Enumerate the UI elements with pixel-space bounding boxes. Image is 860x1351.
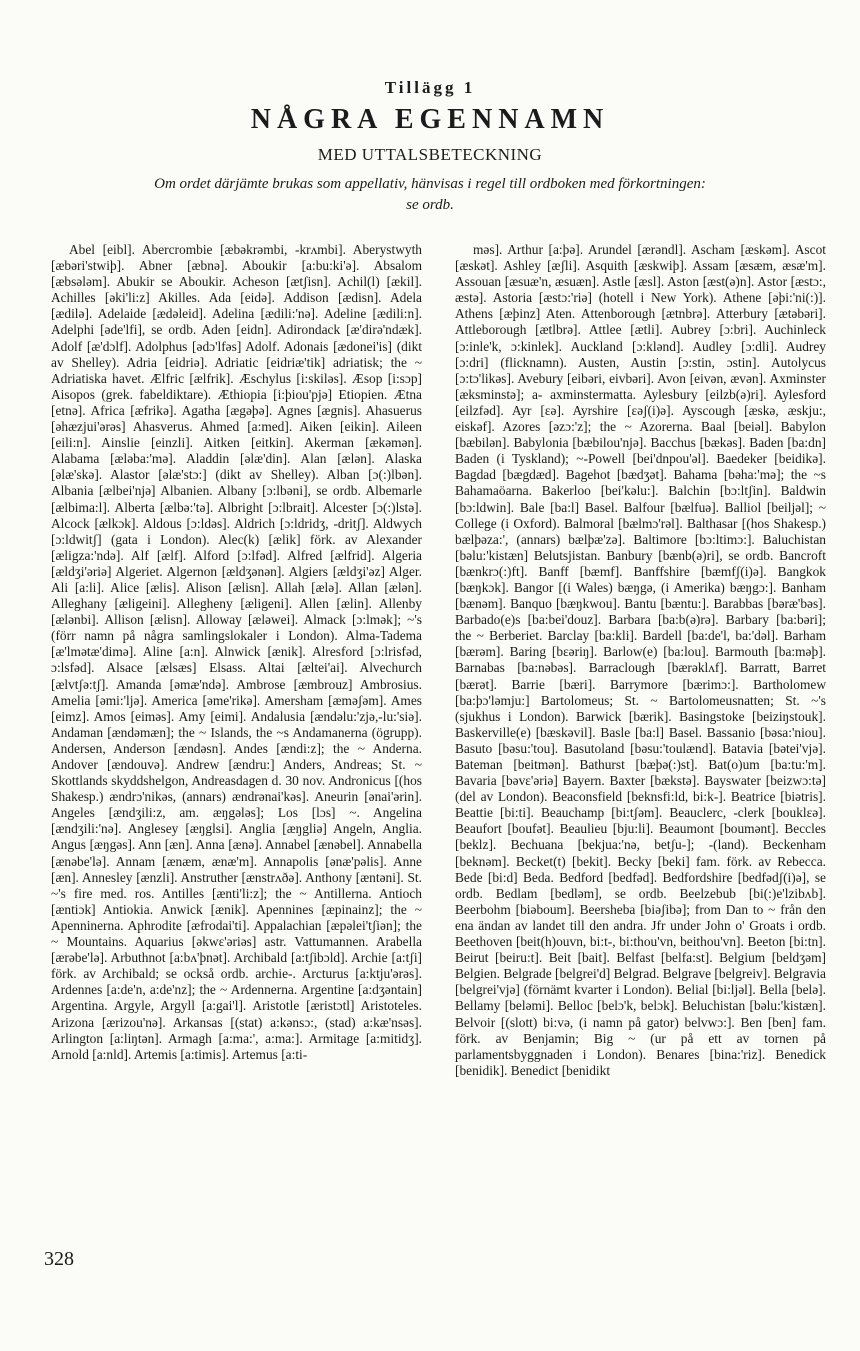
right-column-text: məs]. Arthur [a:þə]. Arundel [ærəndl]. Ascham [æskəm]. Ascot [æskət]. Ashley [æʃli]. Asquith [æskwiþ]. Assam [æsæm, æsæ'm]. Assouan [æsuæ'n, æsuæn]. Astle [æsl]. Aston [æst(ə)n]. Astor [æstɔ:, æstə]. Astoria [æstɔ:'riə] (hotell i New York). Athene [əþi:'ni(:)]. Athens [æþinz] Aten. Attenborough [ætnbrə]. Atterbury [ætəbəri]. Attleborough [ætlbrə]. Attlee [ætli]. Aubrey [ɔ:bri]. Auchinleck [ɔ:inle'k, ɔ:kinlek]. Auckland [ɔ:klənd]. Audley [ɔ:dli]. Audrey [ɔ:dri] (flicknamn). Austen, Austin [ɔ:stin, ɔstin]. Autolycus [ɔ:tɔ'likəs]. Avebury [eibəri, eivbəri]. Avon [eivən, ævən]. Axminster [æksminstə]; a- axminstermatta. Aylesbury [eilzb(ə)ri]. Aylesford [eilzfəd]. Ayr [ɛə]. Ayrshire [ɛəʃ(i)ə]. Ayscough [æskə, æskju:, eiskəf]. Azores [əzɔ:'z]; the ~ Azorerna. Baal [beiəl]. Babylon [bæbilən]. Babylonia [bæbilou'njə]. Bacchus [bækəs]. Baden [ba:dn] Baden (i Tyskland); ~-Powell [bei'dnpou'əl]. Baedeker [beidikə]. Bagdad [bægdæd]. Bagehot [bædʒət]. Bahama [bəha:'mə]; the ~s Bahamaöarna. Bakerloo [bei'kəlu:]. Balchin [bɔ:ltʃin]. Baldwin [bɔ:ldwin]. Bale [ba:l] Basel. Balfour [bælfuə]. Balliol [beiljəl]; ~ College (i Oxford). Balmoral [bælmɔ'rəl]. Balthasar [(hos Shakesp.) bælþəza:', (annars) bælþæ'zə]. Baltimore [bɔ:ltimɔ:]. Baluchistan [bəlu:'kistæn] Belutsjistan. Banbury [bænb(ə)ri], se ordb. Bancroft [bænkrɔ(:)ft]. Banff [bæmf]. Banffshire [bæmfʃ(i)ə]. Bangkok [bæŋkɔk]. Bangor [(i Wales) bæŋgə, (i Amerika) bæŋgɔ:]. Banham [bænəm]. Banquo [bæŋkwou]. Bantu [bæntu:]. Barabbas [bəræ'bəs]. Barbado(e)s [ba:bei'douz]. Barbara [ba:b(ə)rə]. Barbary [ba:bəri]; the ~ Berberiet. Barclay [ba:kli]. Bardell [ba:de'l, ba:'dəl]. Barham [bærəm]. Baring [bɛəriŋ]. Barlow(e) [ba:lou]. Barmouth [ba:məþ]. Barnabas [ba:nəbəs]. Barraclough [bærəklʌf]. Barratt, Barret [bærət]. Barrie [bæri]. Barrymore [bærimɔ:]. Bartholomew [ba:þɔ'ləmju:] Bartolomeus; St. ~ Bartolomeusnatten; St. ~'s (sjukhus i London). Barwick [bærik]. Basingstoke [beiziŋstouk]. Baskerville(e) [bæskəvil]. Basle [ba:l] Basel. Bassanio [bəsa:'niou]. Basuto [bəsu:'tou]. Basutoland [bəsu:'toulænd]. Batavia [bətei'vjə]. Bateman [beitmən]. Bathurst [bæþə(:)st]. Bat(o)um [ba:tu:'m]. Bavaria [bəvɛ'əriə] Bayern. Baxter [bækstə]. Bayswater [beizwɔ:tə] (del av London). Beaconsfield [beknsfi:ld, bi:k-]. Beatrice [biətris]. Beattie [bi:ti]. Beauchamp [bi:tʃəm]. Beauclerc, -clerk [bouklɛə]. Beaufort [boufət]. Beaulieu [bju:li]. Beaumont [boumənt]. Beccles [beklz]. Bechuana [bekjua:'nə, betʃu-]; -(land). Beckenham [beknəm]. Becket(t) [bekit]. Becky [beki] fam. förk. av Rebecca. Bede [bi:d] Beda. Bedford [bedfəd]. Bedfordshire [bedfədʃ(i)ə], se ordb. Bedlam [bedləm], se ordb. Beelzebub [bi(:)e'lzibʌb]. Beerbohm [biəboum]. Beersheba [biəʃibə]; from Dan to ~ från den ena ändan av landet till den andra. Jfr under John o' Groats i ordb. Beethoven [beit(h)ouvn, bi:t-, bi:thou'vn, beithou'vn]. Beeton [bi:tn]. Beirut [beiru:t]. Beit [bait]. Belfast [belfa:st]. Belgium [beldʒəm] Belgien. Belgrade [belgrei'd] Belgrad. Belgrave [belgreiv]. Belgravia [belgrei'vjə] (förnämt kvarter i London). Belial [bi:ljəl]. Bella [belə]. Bellamy [beləmi]. Belloc [belɔ'k, belɔk]. Beluchistan [bəlu:'kistæn]. Belvoir [(slott) bi:və, (i namn på gator) belvwɔ:]. Ben [ben] fam. förk. av Benjamin; Big ~ (ur på ett av tornen på parlamentsbyggnaden i London). Benares [bina:'riz]. Benedick [benidik]. Benedict [benidikt (455, 242, 826, 1078)
page-subtitle: MED UTTALSBETECKNING (317, 145, 543, 164)
appendix-label: Tillägg 1 (384, 78, 476, 97)
right-column (455, 242, 826, 1242)
page-title: NÅGRA EGENNAMN (250, 104, 610, 135)
left-column-text: Abel [eibl]. Abercrombie [æbəkrəmbi, -krʌmbi]. Aberystwyth [æbəri'stwiþ]. Abner [æbnə]. Aboukir [a:bu:ki'ə]. Absalom [æbsələm]. Abukir se Aboukir. Acheson [ætʃisn]. Achil(l) [ækil]. Achilles [əki'li:z] Akilles. Ada [eidə]. Addison [ædisn]. Adela [ædilə]. Adelaide [ædəleid]. Adelina [ædili:'nə]. Adeline [ædili:n]. Adelphi [əde'lfi], se ordb. Aden [eidn]. Adirondack [æ'dirə'ndæk]. Adolf [æ'dɔlf]. Adolphus [ədɔ'lfəs] Adolf. Adonais [ædonei'is] (dikt av Shelley). Adria [eidriə]. Adriatic [eidriæ'tik] adriatisk; the ~ Adriatiska havet. Ælfric [ælfrik]. Æschylus [i:skiləs]. Æsop [i:sɔp] Aisopos (grek. fabeldiktare). Æthiopia [i:þiou'pjə] Etiopien. Ætna [etnə]. Africa [æfrikə]. Agatha [ægəþə]. Agnes [ægnis]. Ahasuerus [əhæzjui'ərəs] Ahasverus. Ahmed [a:med]. Aiken [eikin]. Aileen [eili:n]. Ainslie [einzli]. Aitken [eitkin]. Akerman [ækəmən]. Alabama [æləba:'mə]. Aladdin [əlæ'din]. Alan [ælən]. Alaska [əlæ'skə]. Alastor [əlæ'stɔ:] (dikt av Shelley). Alban [ɔ(:)lbən]. Albania [ælbei'njə] Albanien. Albany [ɔ:lbəni], se ordb. Albemarle [ælbima:l]. Alberta [ælbə:'tə]. Albright [ɔ:lbrait]. Alcester [ɔ(:)lstə]. Alcock [ælkɔk]. Aldous [ɔ:ldəs]. Aldrich [ɔ:ldridʒ, -dritʃ]. Aldwych [ɔ:ldwitʃ] (gata i London). Alec(k) [ælik] förk. av Alexander [æligza:'ndə]. Alf [ælf]. Alford [ɔ:lfəd]. Alfred [ælfrid]. Algeria [ældʒi'əriə] Algeriet. Algernon [ældʒənən]. Algiers [ældʒi'əz] Alger. Ali [a:li]. Alice [ælis]. Alison [ælisn]. Allah [ælə]. Allan [ælən]. Alleghany [æligeini]. Allegheny [æligeni]. Allen [ælin]. Allenby [ælənbi]. Allison [ælisn]. Alloway [æləwei]. Almack [ɔ:lmək]; ~'s (förr namn på några samlingslokaler i London). Alma-Tadema [æ'lmətæ'dimə]. Aline [a:n]. Alnwick [ænik]. Alresford [ɔ:lrisfəd, ɔ:lsfəd]. Alsace [ælsæs] Elsass. Altai [æltei'ai]. Alvechurch [ælvtʃə:tʃ]. Amanda [əmæ'ndə]. Ambrose [æmbrouz] Ambrosius. Amelia [əmi:'ljə]. America [əme'rikə]. Amersham [æməʃəm]. Ames [eimz]. Amos [eiməs]. Amy [eimi]. Andalusia [ændəlu:'zjə,-lu:'siə]. Andaman [ændəmæn]; the ~ Islands, the ~s Andamanerna (ögrupp). Andersen, Anderson [ændəsn]. Andes [ændi:z]; the ~ Anderna. Andover [ændouvə]. Andrew [ændru:] Anders, Andreas; St. ~ Skottlands skyddshelgon, Andreasdagen d. 30 nov. Andronicus [(hos Shakesp.) ændrɔ'nikəs, (annars) ændrənai'kəs]. Aneurin [ənai'ərin]. Angeles [ændʒili:z, am. æŋgələs]; Los [lɔs] ~. Angelina [ændʒili:'nə]. Anglesey [æŋglsi]. Anglia [æŋgliə] Angeln, Anglia. Angus [æŋgəs]. Ann [æn]. Anna [ænə]. Annabel [ænəbel]. Annabella [ænəbe'lə]. Annam [ænæm, ænæ'm]. Annapolis [ənæ'pəlis]. Anne [æn]. Annesley [ænzli]. Anstruther [ænstrʌðə]. Anthony [æntəni]. St. ~'s fire med. ros. Antilles [ænti'li:z]; the ~ Antillerna. Antioch [æntiɔk] Antiokia. Anwick [ænik]. Apennines [æpinainz]; the ~ Apenninerna. Aphrodite [æfrodai'ti]. Appalachian [æpəlei'tʃiən]; the ~ Mountains. Aquarius [əkwɛ'əriəs] astr. Vattumannen. Arabella [ærəbe'lə]. Arbuthnot [a:bʌ'þnət]. Archibald [a:tʃibɔld]. Archie [a:tʃi] förk. av Archibald; se också ordb. archie-. Arcturus [a:ktju'ərəs]. Ardennes [a:de'n, a:de'nz]; the ~ Ardennerna. Argentine [a:dʒəntain] Argentina. Argyle, Argyll [a:gai'l]. Aristotle [æristɔtl] Aristoteles. Arizona [ærizou'nə]. Arkansas [(stat) a:kənsɔ:, (stad) a:kæ'nsəs]. Arlington [a:liŋtən]. Armagh [a:ma:', a:ma:]. Armitage [a:mitidʒ]. Arnold [a:nld]. Artemis [a:timis]. Artemus [a:ti- (51, 242, 422, 1062)
intro-note: Om ordet därjämte brukas som appellativ, hänvisas i regel till ordboken med förkortningen: se ordb. (154, 176, 706, 213)
page-number: 328 (44, 1248, 74, 1270)
left-column (51, 242, 422, 1242)
